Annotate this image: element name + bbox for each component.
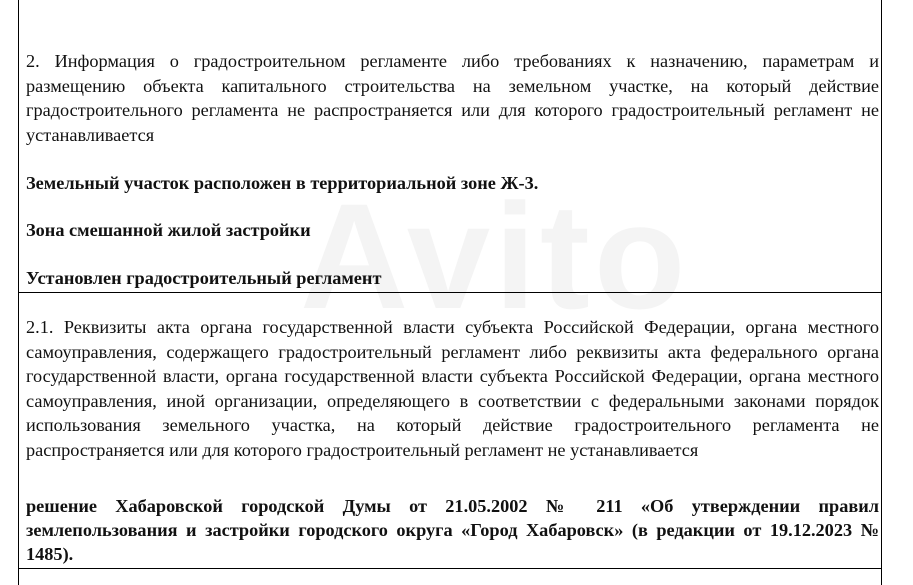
section-2-paragraph: 2. Информация о градостроительном регламенте либо требованиях к назначению, параметрам и размещению объекта капитального строительства на земельном участке, на который действие градостроительного регламента не распространяется или для которого градостроительный регламент не устанавливается bbox=[26, 51, 879, 145]
regulation-status: Установлен градостроительный регламент bbox=[26, 268, 382, 288]
section-divider-bottom bbox=[19, 568, 881, 569]
decision-reference: решение Хабаровской городской Думы от 21.05.2002 № 211 «Об утверждении правил землепользования и застройки городского округа «Город Хабаровск» (в редакции от 19.12.2023 № 1485). bbox=[26, 496, 879, 564]
zone-name: Зона смешанной жилой застройки bbox=[26, 220, 311, 240]
zone-statement: Земельный участок расположен в территориальной зоне Ж-3. bbox=[26, 173, 539, 193]
section-divider-top bbox=[19, 292, 881, 293]
section-2-1-paragraph: 2.1. Реквизиты акта органа государственной власти субъекта Российской Федерации, органа местного самоуправления, содержащего градостроительный регламент либо реквизиты акта федерального органа государственной власти, органа государственной власти субъекта Российской Федерации, органа местного самоуправления, иной организации, определяющего в соответствии с федеральными законами порядок использования земельного участка, на который действие градостроительного регламента не распространяется или для которого градостроительный регламент не устанавливается bbox=[26, 317, 879, 460]
table-right-border bbox=[881, 0, 882, 585]
